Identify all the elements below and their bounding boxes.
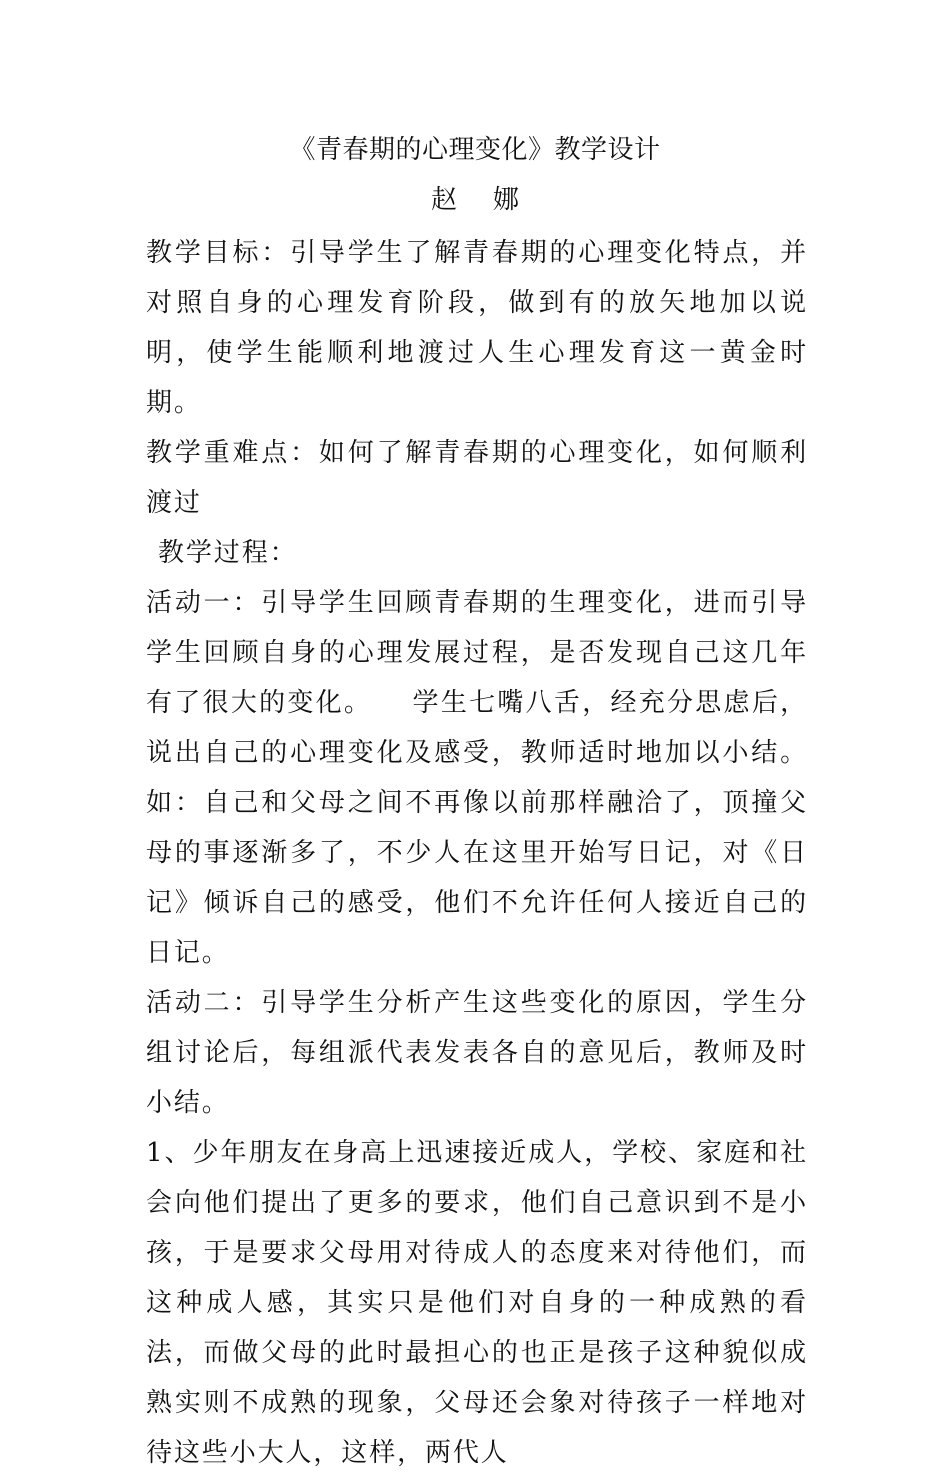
activity-one-intro: 活动一：引导学生回顾青春期的生理变化，进而引导学生回顾自身的心理发展过程，是否发现自己这几年有了很大的变化。 <box>146 588 808 718</box>
activity-one-response: 学生七嘴八舌，经充分思虑后，说出自己的心理变化及感受，教师适时地加以小结。如：自己和父母之间不再像以前那样融洽了，顶撞父母的事逐渐多了，不少人在这里开始写日记，对《日记》倾诉自己的感受，他们不允许任何人接近自己的日记。 <box>146 688 808 968</box>
activity-two-paragraph: 活动二：引导学生分析产生这些变化的原因，学生分组讨论后，每组派代表发表各自的意见后，教师及时小结。 <box>146 988 808 1118</box>
author-given: 赵 <box>430 185 457 215</box>
activity-one-paragraph <box>146 578 808 978</box>
point-one-paragraph: 1、少年朋友在身高上迅速接近成人，学校、家庭和社会向他们提出了更多的要求，他们自己意识到不是小孩，于是要求父母用对待成人的态度来对待他们，而这种成人感，其实只是他们对自身的一种成熟的看法，而做父母的此时最担心的也正是孩子这种貌似成熟实则不成熟的现象，父母还会象对待孩子一样地对待这些小大人，这样，两代人 <box>146 1138 808 1468</box>
process-heading: 教学过程： <box>158 538 298 568</box>
author-name <box>0 180 950 220</box>
document-title: 《青春期的心理变化》教学设计 <box>289 135 661 165</box>
objective-paragraph: 教学目标：引导学生了解青春期的心理变化特点，并对照自身的心理发育阶段，做到有的放矢地加以说明，使学生能顺利地渡过人生心理发育这一黄金时期。 <box>146 238 808 418</box>
document-body <box>146 228 808 1478</box>
author-family: 娜 <box>493 185 520 215</box>
key-points-paragraph: 教学重难点：如何了解青春期的心理变化，如何顺利渡过 <box>146 438 808 518</box>
